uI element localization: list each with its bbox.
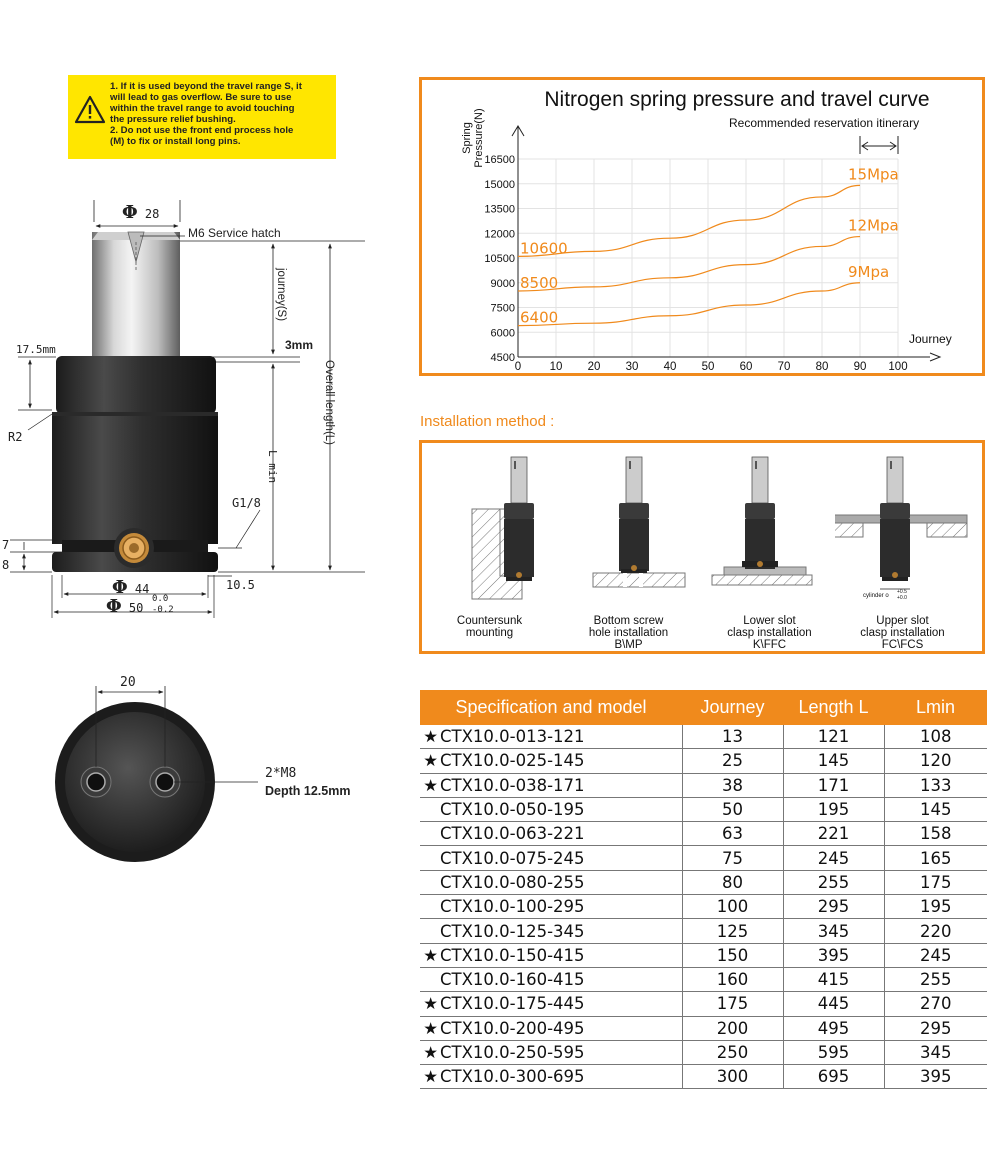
- header-lmin: Lmin: [884, 690, 987, 725]
- table-row: [420, 967, 987, 991]
- x-tick-label: 100: [888, 361, 908, 373]
- reservation-label: Recommended reservation itinerary: [729, 116, 920, 130]
- table-row: [420, 919, 987, 943]
- model-cell: [420, 773, 682, 797]
- series-start-label: 10600: [520, 239, 568, 258]
- journey-cell: 160: [682, 967, 783, 991]
- g18-label: G1/8: [232, 496, 261, 510]
- table-row: [420, 797, 987, 821]
- warning-triangle-icon: [74, 95, 106, 125]
- series-name-label: 15Mpa: [848, 165, 899, 184]
- model-name: CTX10.0-125-345: [440, 921, 585, 941]
- gap-3mm-label: 3mm: [285, 338, 314, 352]
- table-row: [420, 822, 987, 846]
- model-name: CTX10.0-175-445: [440, 994, 585, 1014]
- x-tick-label: 10: [549, 361, 563, 373]
- length-cell: 445: [783, 992, 884, 1016]
- x-tick-label: 30: [625, 361, 639, 373]
- dim-10-5-label: 10.5: [226, 578, 255, 592]
- length-cell: 221: [783, 822, 884, 846]
- series-start-label: 6400: [520, 308, 559, 327]
- length-cell: 495: [783, 1016, 884, 1040]
- star-icon: ★: [423, 1018, 438, 1038]
- length-cell: 121: [783, 725, 884, 749]
- model-cell: [420, 725, 682, 749]
- model-name: CTX10.0-013-121: [440, 727, 585, 747]
- model-cell: [420, 749, 682, 773]
- model-name: CTX10.0-025-145: [440, 751, 585, 771]
- tolerance-lower: -0.2: [152, 605, 174, 615]
- method-caption: Bottom screw hole installation B\MP: [588, 615, 669, 651]
- header-journey: Journey: [682, 690, 783, 725]
- table-row: [420, 846, 987, 870]
- table-row: [420, 1040, 987, 1064]
- table-row: [420, 1065, 987, 1089]
- thread-label: 2*M8: [265, 766, 297, 781]
- header-length: Length L: [783, 690, 884, 725]
- journey-cell: 250: [682, 1040, 783, 1064]
- model-name: CTX10.0-050-195: [440, 800, 585, 820]
- model-name: CTX10.0-038-171: [440, 775, 585, 795]
- table-row: [420, 725, 987, 749]
- length-cell: 255: [783, 870, 884, 894]
- x-axis-arrow: [930, 353, 940, 361]
- journey-cell: 63: [682, 822, 783, 846]
- journey-cell: 100: [682, 895, 783, 919]
- overall-length-label: Overall length(L): [323, 360, 335, 446]
- star-icon: ★: [423, 1067, 438, 1087]
- countersunk-illustration: [422, 451, 557, 611]
- journey-label: journey(S): [275, 268, 287, 322]
- cylinder-note: cylinder o: [863, 593, 889, 599]
- warning-line: (M) to fix or install long pins.: [110, 136, 241, 147]
- dia-50-label: Φ 50: [106, 596, 144, 617]
- length-cell: 295: [783, 895, 884, 919]
- star-icon: ★: [423, 751, 438, 771]
- y-tick-label: 15000: [484, 178, 515, 191]
- table-row: [420, 943, 987, 967]
- y-axis-label: Spring: [461, 122, 473, 154]
- table-header-row: [420, 690, 987, 725]
- lmin-cell: 255: [884, 967, 987, 991]
- dim-17-5-label: 17.5mm: [16, 343, 56, 356]
- specification-table: [420, 690, 987, 1089]
- warning-line: the pressure relief bushing.: [110, 114, 236, 125]
- warning-box: [68, 75, 336, 159]
- chart-plot: [422, 80, 982, 373]
- model-cell: [420, 943, 682, 967]
- model-cell: [420, 846, 682, 870]
- length-cell: 395: [783, 943, 884, 967]
- x-axis-label: Journey: [909, 332, 952, 346]
- table-row: [420, 870, 987, 894]
- y-tick-label: 16500: [484, 154, 515, 166]
- model-cell: [420, 797, 682, 821]
- journey-cell: 200: [682, 1016, 783, 1040]
- model-name: CTX10.0-080-255: [440, 872, 585, 892]
- model-name: CTX10.0-250-595: [440, 1043, 585, 1062]
- lmin-cell: 270: [884, 992, 987, 1016]
- model-cell: [420, 919, 682, 943]
- journey-cell: 150: [682, 943, 783, 967]
- upper-slot-illustration: [835, 451, 985, 611]
- r2-label: R2: [8, 430, 23, 444]
- model-name: CTX10.0-300-695: [440, 1067, 585, 1087]
- series-line-15Mpa: [518, 185, 860, 256]
- lmin-cell: 245: [884, 943, 987, 967]
- lmin-cell: 158: [884, 822, 987, 846]
- y-tick-label: 9000: [490, 277, 515, 290]
- lmin-cell: 165: [884, 846, 987, 870]
- y-tick-label: 6000: [490, 327, 515, 340]
- warning-line: 1. If it is used beyond the travel range S, it: [110, 81, 302, 92]
- series-line-9Mpa: [518, 283, 860, 326]
- rod-diameter-label: Φ 28: [122, 202, 160, 223]
- lmin-label: L min: [266, 450, 279, 484]
- journey-cell: 25: [682, 749, 783, 773]
- lmin-cell: 395: [884, 1065, 987, 1089]
- y-tick-label: 4500: [490, 352, 515, 364]
- hole-spacing-label: 20: [120, 675, 136, 690]
- length-cell: 695: [783, 1065, 884, 1089]
- table-row: [420, 992, 987, 1016]
- x-tick-label: 50: [701, 361, 715, 373]
- lmin-cell: 120: [884, 749, 987, 773]
- method-upper-slot: [835, 451, 970, 651]
- length-cell: 345: [783, 919, 884, 943]
- warning-line: within the travel range to avoid touching: [110, 103, 295, 114]
- bottom-screw-illustration: [561, 451, 696, 611]
- x-tick-label: 70: [777, 361, 791, 373]
- x-tick-label: 0: [514, 361, 522, 373]
- model-cell: [420, 1040, 682, 1064]
- journey-cell: 125: [682, 919, 783, 943]
- model-cell: [420, 822, 682, 846]
- y-tick-label: 7500: [490, 302, 515, 315]
- x-tick-label: 60: [739, 361, 753, 373]
- lmin-cell: 108: [884, 725, 987, 749]
- depth-label: Depth 12.5mm: [265, 784, 351, 798]
- lmin-cell: 175: [884, 870, 987, 894]
- lmin-cell: 295: [884, 1016, 987, 1040]
- series-name-label: 9Mpa: [848, 262, 890, 281]
- tolerance-upper: 0.0: [152, 594, 169, 604]
- length-cell: 245: [783, 846, 884, 870]
- table-row: [420, 749, 987, 773]
- method-caption: Upper slot clasp installation FC\FCS: [860, 615, 945, 651]
- dim-8-label: 8: [2, 558, 10, 572]
- method-caption: Lower slot clasp installation K\FFC: [727, 615, 812, 651]
- installation-methods: [419, 440, 985, 654]
- model-cell: [420, 870, 682, 894]
- warning-line: will lead to gas overflow. Be sure to use: [110, 92, 292, 103]
- x-tick-label: 80: [815, 361, 829, 373]
- x-tick-label: 20: [587, 361, 601, 373]
- model-cell: [420, 1016, 682, 1040]
- y-tick-label: 12000: [484, 228, 515, 241]
- method-countersunk: [422, 451, 557, 651]
- y-tick-label: 10500: [484, 253, 515, 265]
- technical-drawing: [0, 160, 410, 660]
- model-cell: [420, 1065, 682, 1089]
- lmin-cell: 145: [884, 797, 987, 821]
- length-cell: 415: [783, 967, 884, 991]
- model-name: CTX10.0-160-415: [440, 970, 585, 990]
- lmin-cell: 220: [884, 919, 987, 943]
- lmin-cell: 345: [884, 1040, 987, 1064]
- y-axis-label: Pressure(N): [473, 108, 485, 168]
- series-name-label: 12Mpa: [848, 216, 899, 235]
- length-cell: 595: [783, 1040, 884, 1064]
- warning-line: 2. Do not use the front end process hole: [110, 125, 294, 136]
- model-name: CTX10.0-200-495: [440, 1018, 585, 1038]
- star-icon: ★: [423, 945, 438, 965]
- x-tick-label: 90: [853, 361, 867, 373]
- table-row: [420, 895, 987, 919]
- journey-cell: 175: [682, 992, 783, 1016]
- header-specification: Specification and model: [420, 690, 682, 725]
- model-cell: [420, 992, 682, 1016]
- journey-cell: 80: [682, 870, 783, 894]
- model-cell: [420, 967, 682, 991]
- length-cell: 171: [783, 773, 884, 797]
- model-name: CTX10.0-100-295: [440, 897, 585, 917]
- lower-slot-illustration: [702, 451, 837, 611]
- cylinder-tol-upper: +0.5: [897, 589, 907, 595]
- table-row: [420, 773, 987, 797]
- dia-44-label: Φ 44: [112, 577, 150, 598]
- model-cell: [420, 895, 682, 919]
- journey-cell: 38: [682, 773, 783, 797]
- journey-cell: 50: [682, 797, 783, 821]
- bottom-view-drawing: [40, 672, 400, 872]
- y-tick-label: 13500: [484, 203, 515, 216]
- star-icon: ★: [423, 1043, 438, 1062]
- lmin-cell: 133: [884, 773, 987, 797]
- method-bottom-screw: [561, 451, 696, 651]
- installation-title: Installation method :: [420, 413, 555, 430]
- method-lower-slot: [702, 451, 837, 651]
- x-tick-label: 40: [663, 361, 677, 373]
- bottom-face-illustration: [40, 672, 400, 872]
- length-cell: 145: [783, 749, 884, 773]
- chart-title: Nitrogen spring pressure and travel curve: [544, 88, 930, 111]
- length-cell: 195: [783, 797, 884, 821]
- journey-cell: 300: [682, 1065, 783, 1089]
- journey-cell: 75: [682, 846, 783, 870]
- star-icon: ★: [423, 775, 438, 795]
- table-row: [420, 1016, 987, 1040]
- model-name: CTX10.0-063-221: [440, 824, 585, 844]
- method-caption: Countersunk mounting: [456, 615, 523, 639]
- model-name: CTX10.0-150-415: [440, 945, 585, 965]
- service-hatch-label: M6 Service hatch: [188, 226, 281, 240]
- cylinder-tol-lower: +0.0: [897, 595, 907, 601]
- model-name: CTX10.0-075-245: [440, 848, 585, 868]
- lmin-cell: 195: [884, 895, 987, 919]
- star-icon: ★: [423, 994, 438, 1014]
- dim-7-label: 7: [2, 538, 10, 552]
- pressure-travel-chart: [419, 77, 985, 376]
- series-start-label: 8500: [520, 274, 559, 292]
- star-icon: ★: [423, 727, 438, 747]
- journey-cell: 13: [682, 725, 783, 749]
